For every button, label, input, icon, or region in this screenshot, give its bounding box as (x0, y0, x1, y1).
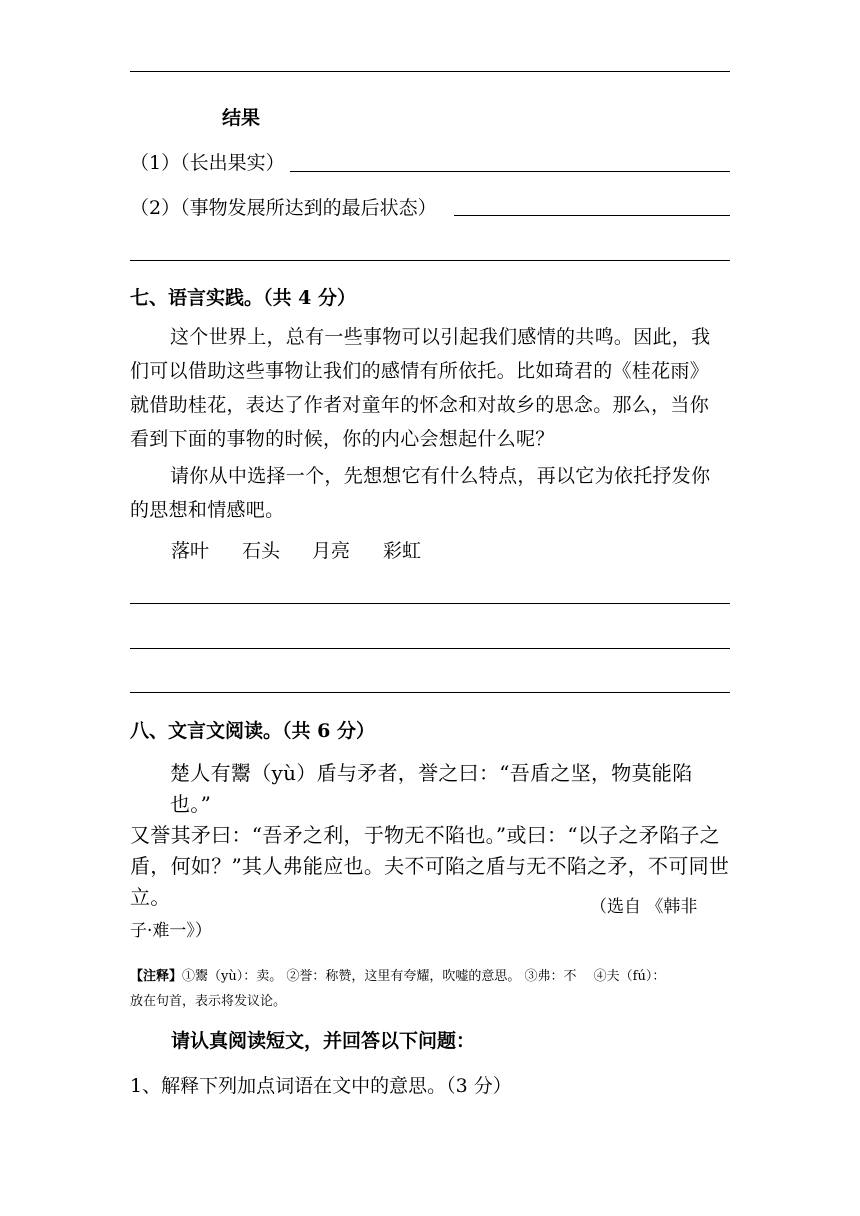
section-8-title: 八、文言文阅读。（共 6 分） (130, 720, 375, 742)
note-text: 放在句首，表示将发议论。 (130, 994, 287, 1009)
answer-line-top (130, 71, 730, 72)
writing-line-1[interactable] (130, 603, 730, 604)
question-1: 1、解释下列加点词语在文中的意思。（3 分） (130, 1075, 512, 1097)
answer-blank-2[interactable] (454, 215, 730, 216)
classical-text-line: 立。 (130, 885, 171, 909)
classical-text-line: 盾，何如？”其人弗能应也。夫不可陷之盾与无不陷之矛，不可同世 (130, 854, 730, 878)
paragraph-line: 看到下面的事物的时候，你的内心会想起什么呢？ (130, 428, 555, 450)
answer-line-after-results (130, 260, 730, 261)
option-item: 石头 (242, 540, 281, 562)
result-item-2: （2）（事物发展所达到的最后状态） (130, 197, 437, 219)
paragraph-line: 们可以借助这些事物让我们的感情有所依托。比如琦君的《桂花雨》 (130, 360, 710, 382)
paragraph-line: 的思想和情感吧。 (130, 499, 285, 521)
source-citation-1: （选自 《韩非 (590, 897, 698, 917)
option-item: 彩虹 (383, 540, 422, 562)
classical-text-line: 又誉其矛曰：“吾矛之利，于物无不陷也。”或曰：“以子之矛陷子之 (130, 823, 720, 847)
result-heading: 结果 (222, 107, 261, 129)
writing-line-3[interactable] (130, 692, 730, 693)
note-text: ①鬻（yù）：卖。 ②誉：称赞，这里有夸耀，吹嘘的意思。 ③弗：不 ④夫（fú）： (182, 969, 666, 984)
writing-line-2[interactable] (130, 648, 730, 649)
source-citation-2: 子·难一》） (130, 921, 212, 941)
result-item-1: （1）（长出果实） (130, 152, 285, 174)
paragraph-line: 就借助桂花，表达了作者对童年的怀念和对故乡的思念。那么，当你 (130, 394, 710, 416)
reading-instruction: 请认真阅读短文，并回答以下问题： (171, 1030, 476, 1052)
section-7-paragraph-1 (130, 320, 730, 456)
classical-text-line: 楚人有鬻（yù）盾与矛者，誉之曰：“吾盾之坚，物莫能陷也。” (170, 761, 693, 816)
section-7-paragraph-2 (130, 459, 730, 527)
paragraph-line: 请你从中选择一个，先想想它有什么特点，再以它为依托抒发你 (170, 465, 711, 487)
paragraph-line: 这个世界上，总有一些事物可以引起我们感情的共鸣。因此，我 (170, 326, 711, 348)
section-7-title: 七、语言实践。（共 4 分） (130, 287, 356, 309)
answer-blank-1[interactable] (290, 171, 730, 172)
option-item: 落叶 (171, 540, 210, 562)
option-item: 月亮 (312, 540, 351, 562)
note-label: 【注释】 (130, 969, 183, 984)
annotation-note (130, 964, 730, 1014)
